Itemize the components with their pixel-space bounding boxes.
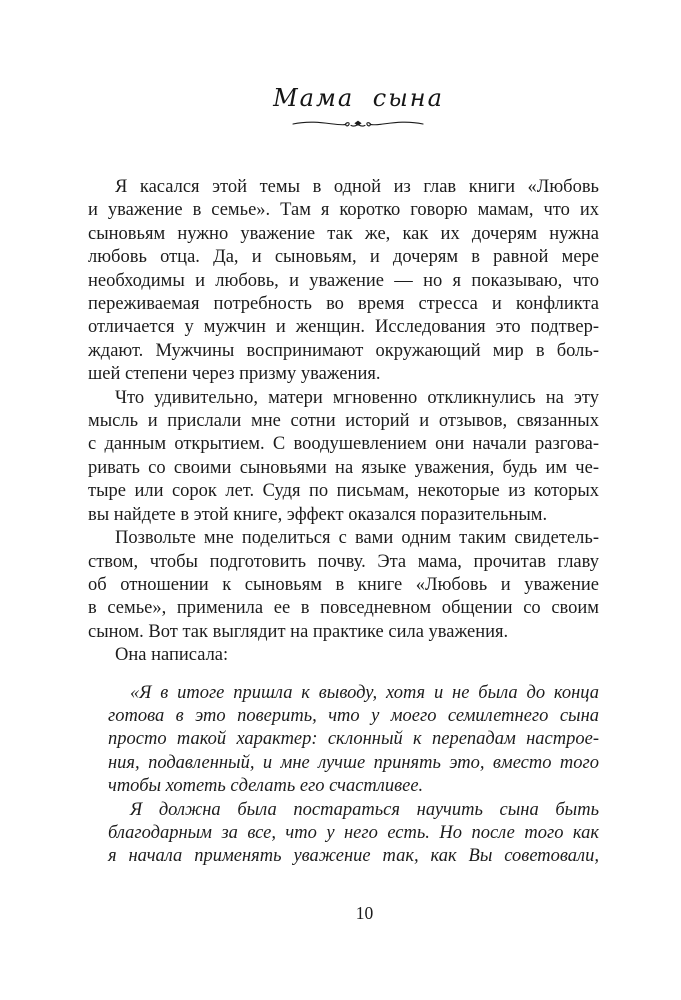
body-paragraph — [88, 387, 599, 527]
text-line: в семье», применила ее в повседневном общении со своим — [88, 598, 599, 619]
text-line: Что удивительно, матери мгновенно откликнулись на эту — [115, 387, 599, 408]
text-line: шей степени через призму уважения. — [88, 364, 381, 385]
quote-paragraph — [108, 682, 599, 799]
quote-paragraph — [108, 799, 599, 869]
text-line: необходимы и любовь, и уважение — но я показываю, что — [88, 270, 599, 291]
page-number-value: 10 — [355, 903, 374, 923]
text-line: благодарным за все, что у него есть. Но после того как — [108, 822, 599, 843]
text-line: просто такой характер: склонный к перепадам настрое- — [108, 729, 599, 750]
flourish-icon — [291, 116, 425, 130]
text-line: переживаемая потребность во время стресса и конфликта — [88, 294, 599, 315]
text-line: ждают. Мужчины воспринимают окружающий мир в боль- — [88, 340, 599, 361]
text-line: и уважение в семье». Там я коротко говорю мамам, что их — [88, 200, 599, 221]
text-line: Позвольте мне поделиться с вами одним таким свидетель- — [115, 528, 599, 549]
text-line: Она написала: — [115, 645, 229, 666]
body-paragraph — [88, 176, 599, 387]
body-paragraph — [88, 644, 599, 667]
body-paragraph — [88, 527, 599, 644]
text-line: любовь отца. Да, и сыновьям, и дочерям в равной мере — [88, 247, 599, 268]
text-line: сыном. Вот так выглядит на практике сила уважения. — [88, 621, 509, 642]
text-line: вы найдете в этой книге, эффект оказался поразительным. — [88, 504, 548, 525]
text-line: тыре или сорок лет. Судя по письмам, некоторые из которых — [88, 481, 599, 502]
text-line: Я должна была постараться научить сына быть — [130, 799, 599, 820]
ornament-divider — [0, 116, 681, 130]
text-line: отличается у мужчин и женщин. Исследования это подтвер- — [88, 317, 599, 338]
text-line: «Я в итоге пришла к выводу, хотя и не была до конца — [130, 682, 599, 703]
text-line: сыновьям нужно уважение так же, как их дочерям нужна — [88, 223, 599, 244]
text-line: мысль и прислали мне сотни историй и отзывов, связанных — [88, 411, 599, 432]
text-block — [88, 176, 599, 869]
text-line: ством, чтобы подготовить почву. Эта мама, прочитав главу — [88, 551, 599, 572]
text-line: с данным открытием. С воодушевлением они начали разгова- — [88, 434, 599, 455]
text-line: ривать со своими сыновьями на языке уважения, будь им че- — [88, 457, 599, 478]
text-line: я начала применять уважение так, как Вы советовали, — [108, 846, 599, 867]
text-line: Я касался этой темы в одной из глав книги «Любовь — [115, 177, 599, 197]
running-header — [0, 84, 681, 112]
text-line: чтобы хотеть сделать его счастливее. — [108, 776, 424, 797]
text-line: ния, подавленный, и мне лучше принять это, вместо того — [108, 752, 599, 773]
chapter-title: Мама сына — [273, 84, 444, 112]
page-number — [0, 903, 681, 924]
text-line: готова в это поверить, что у моего семилетнего сына — [108, 705, 599, 726]
text-line: об отношении к сыновьям в книге «Любовь и уважение — [88, 574, 599, 595]
